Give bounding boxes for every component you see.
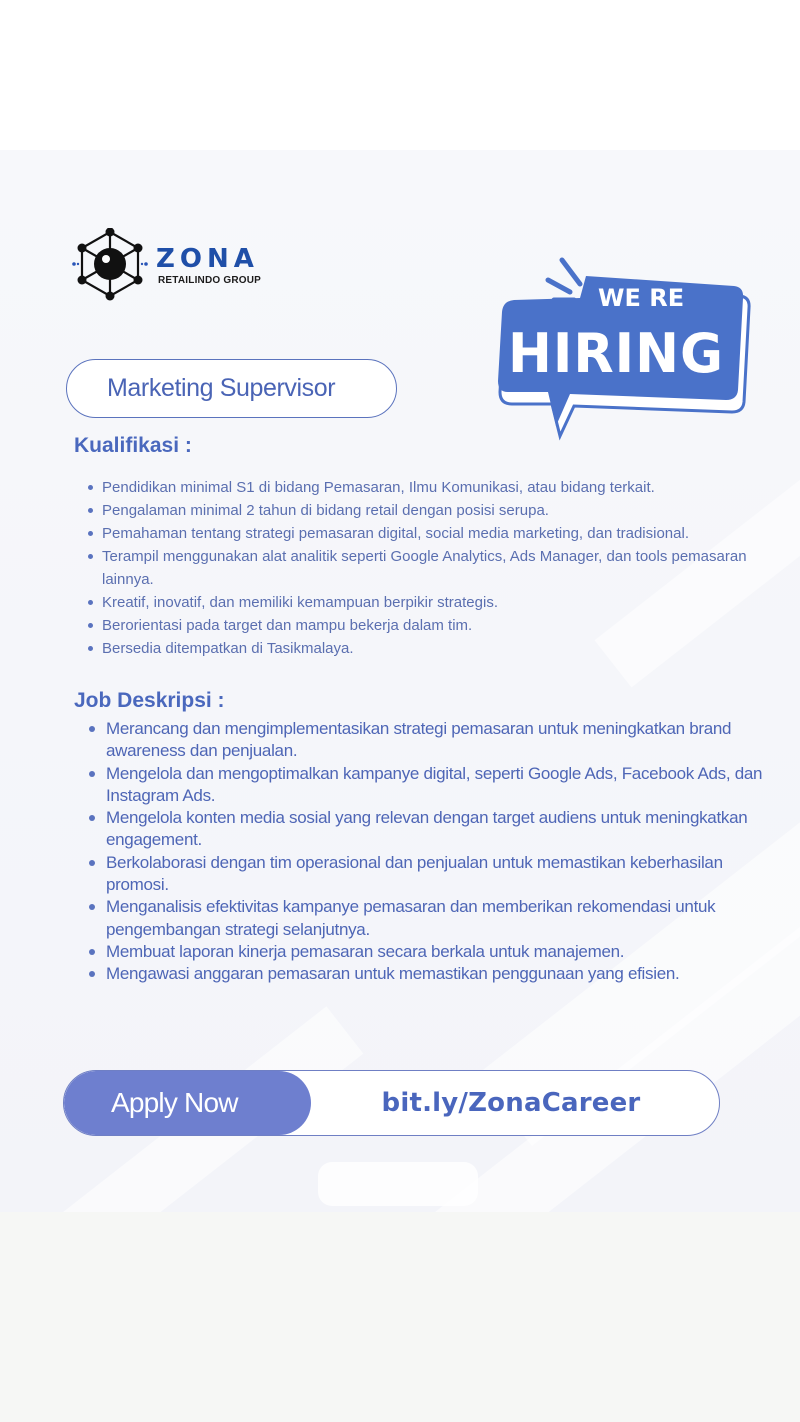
- apply-bar: [63, 1070, 720, 1136]
- hiring-badge: [494, 254, 756, 444]
- decorative-smudge: [318, 1162, 478, 1206]
- network-logo-icon: [72, 228, 148, 302]
- burst-lines-icon: [548, 260, 580, 300]
- job-description-heading: Job Deskripsi :: [74, 689, 225, 712]
- list-item: Mengelola dan mengoptimalkan kampanye digital, seperti Google Ads, Facebook Ads, dan Instagram Ads.: [106, 763, 766, 808]
- career-link[interactable]: bit.ly/ZonaCareer: [381, 1088, 641, 1118]
- logo-name: ZONA: [156, 244, 259, 274]
- badge-line2: HIRING: [508, 322, 724, 385]
- list-item: Pendidikan minimal S1 di bidang Pemasaran, Ilmu Komunikasi, atau bidang terkait.: [102, 476, 762, 499]
- list-item: Mengawasi anggaran pemasaran untuk memastikan penggunaan yang efisien.: [106, 963, 766, 985]
- list-item: Menganalisis efektivitas kampanye pemasaran dan memberikan rekomendasi untuk pengembangan strategi selanjutnya.: [106, 896, 766, 941]
- list-item: Berorientasi pada target dan mampu bekerja dalam tim.: [102, 614, 762, 637]
- list-item: Pengalaman minimal 2 tahun di bidang retail dengan posisi serupa.: [102, 499, 762, 522]
- top-blank-area: [0, 0, 800, 150]
- logo-subtitle: RETAILINDO GROUP: [158, 275, 262, 286]
- apply-now-button[interactable]: Apply Now: [64, 1071, 311, 1135]
- list-item: Berkolaborasi dengan tim operasional dan penjualan untuk memastikan keberhasilan promosi.: [106, 852, 766, 897]
- qualifications-list: [102, 476, 762, 660]
- list-item: Terampil menggunakan alat analitik seperti Google Analytics, Ads Manager, dan tools pemasaran lainnya.: [102, 545, 762, 591]
- company-logo: [72, 228, 282, 302]
- badge-line1: WE RE: [598, 284, 685, 312]
- list-item: Mengelola konten media sosial yang relevan dengan target audiens untuk meningkatkan engagement.: [106, 807, 766, 852]
- list-item: Kreatif, inovatif, dan memiliki kemampuan berpikir strategis.: [102, 591, 762, 614]
- bottom-blank-area: [0, 1212, 800, 1422]
- qualifications-heading: Kualifikasi :: [74, 434, 192, 457]
- list-item: Pemahaman tentang strategi pemasaran digital, social media marketing, dan tradisional.: [102, 522, 762, 545]
- list-item: Membuat laporan kinerja pemasaran secara berkala untuk manajemen.: [106, 941, 766, 963]
- list-item: Merancang dan mengimplementasikan strategi pemasaran untuk meningkatkan brand awareness dan penjualan.: [106, 718, 766, 763]
- position-title: Marketing Supervisor: [66, 359, 397, 418]
- job-description-list: [106, 718, 766, 986]
- list-item: Bersedia ditempatkan di Tasikmalaya.: [102, 637, 762, 660]
